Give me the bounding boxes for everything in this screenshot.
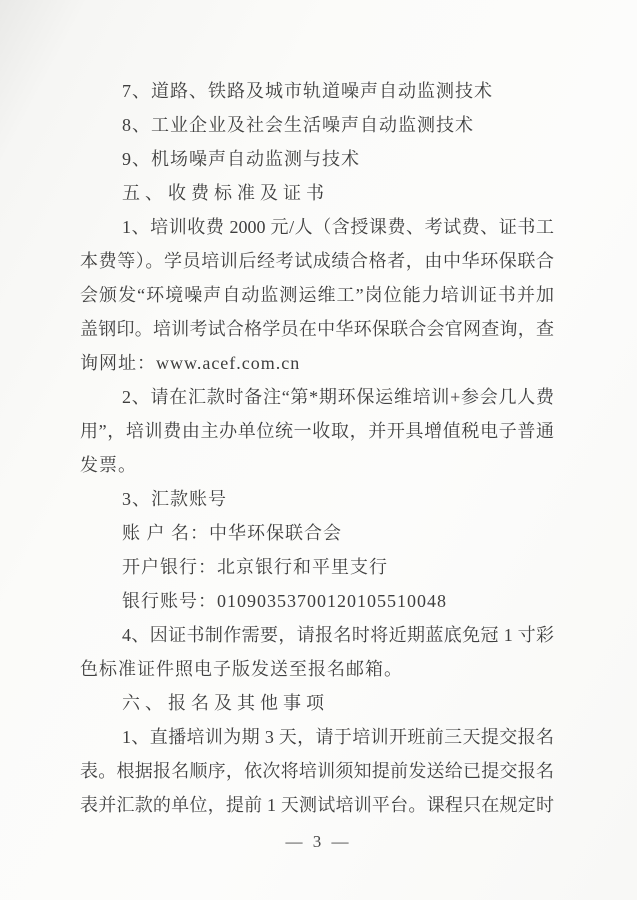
doc-line-20: 1、直播培训为期 3 天，请于培训开班前三天提交报名 [122, 727, 554, 747]
doc-line-22: 表并汇款的单位，提前 1 天测试培训平台。课程只在规定时 [80, 795, 554, 815]
doc-line-10: 2、请在汇款时备注“第*期环保运维培训+参会几人费 [122, 387, 554, 407]
doc-line-08: 盖钢印。培训考试合格学员在中华环保联合会官网查询，查 [80, 319, 554, 339]
doc-heading-fees: 五、收费标准及证书 [122, 183, 329, 203]
doc-line-07: 会颁发“环境噪声自动监测运维工”岗位能力培训证书并加 [80, 285, 554, 305]
doc-line-21: 表。根据报名顺序，依次将培训须知提前发送给已提交报名 [80, 761, 554, 781]
doc-line-02: 8、工业企业及社会生活噪声自动监测技术 [122, 115, 474, 135]
doc-line-05: 1、培训收费 2000 元/人（含授课费、考试费、证书工 [122, 217, 554, 237]
doc-line-12: 发票。 [80, 455, 137, 475]
doc-line-bank-account: 银行账号：01090353700120105510048 [122, 591, 447, 611]
doc-line-account-name: 账 户 名：中华环保联合会 [122, 523, 342, 543]
doc-line-17: 4、因证书制作需要，请报名时将近期蓝底免冠 1 寸彩 [122, 625, 554, 645]
doc-heading-signup: 六、报名及其他事项 [122, 693, 329, 713]
doc-line-11: 用”，培训费由主办单位统一收取，并开具增值税电子普通 [80, 421, 554, 441]
doc-line-remit-title: 3、汇款账号 [122, 489, 227, 509]
page-number: — 3 — [285, 832, 352, 851]
doc-line-bank-name: 开户银行：北京银行和平里支行 [122, 557, 388, 577]
doc-line-01: 7、道路、铁路及城市轨道噪声自动监测技术 [122, 81, 493, 101]
doc-line-website: 询网址：www.acef.com.cn [80, 353, 301, 373]
doc-line-03: 9、机场噪声自动监测与技术 [122, 149, 360, 169]
doc-line-18: 色标准证件照电子版发送至报名邮箱。 [80, 659, 403, 679]
doc-line-06: 本费等）。学员培训后经考试成绩合格者，由中华环保联合 [80, 251, 554, 271]
